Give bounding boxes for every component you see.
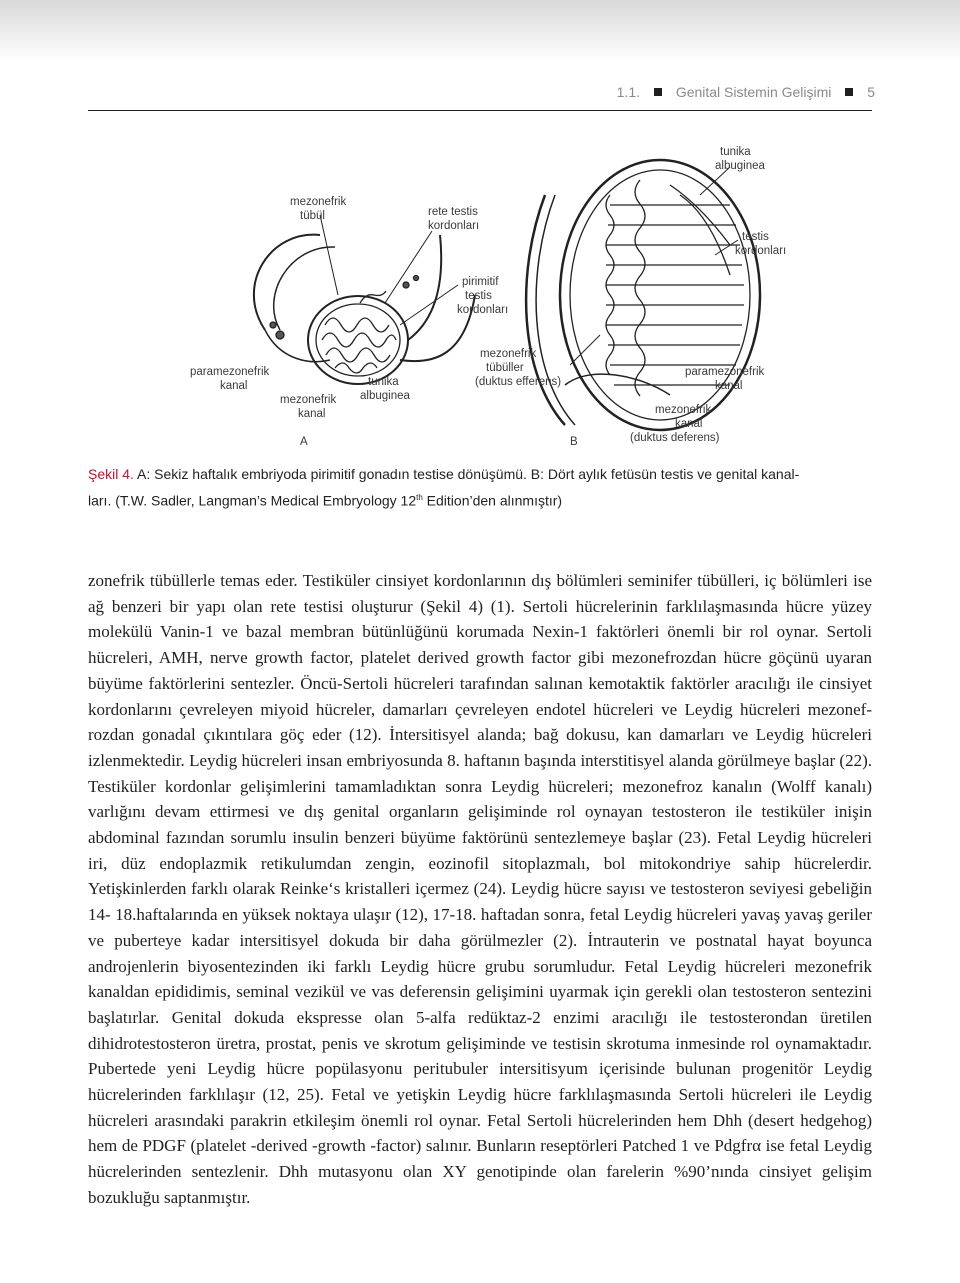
panel-b-label: B [570,436,578,448]
label-pirimitif-testis: pirimitif testis kordonları [457,276,509,316]
label-paramezonefrik-kanal: paramezonefrik kanal [190,366,270,392]
label-testis-kordonlari: testis kordonları [735,231,787,257]
section-number: 1.1. [616,84,641,100]
square-bullet-icon [654,88,662,96]
figure-caption [88,462,872,513]
label-tunika-albuginea-a: tunika albuginea [360,376,410,402]
panel-a-labels [190,196,508,448]
caption-line2-pre: ları. (T.W. Sadler, Langman’s Medical Embryology 12 [88,492,417,509]
caption-line2-post: Edition’den alınmıştır) [422,492,563,509]
label-duktus-deferens: mezonefrik kanal (duktus deferens) [630,404,720,444]
chapter-title: Genital Sistemin Gelişimi [675,84,832,100]
page-number: 5 [867,84,875,100]
panel-a-label: A [300,436,308,448]
caption-label: Şekil 4. [88,466,134,482]
label-paramezonefrik-kanal-b: paramezonefrik kanal [685,366,765,392]
label-mezonefrik-tubul: mezonefrik tübül [290,196,347,222]
panel-a-drawing [254,215,475,384]
running-head [560,84,875,100]
panel-b-labels [475,146,786,448]
label-rete-testis: rete testis kordonları [428,206,480,232]
header-rule [88,110,872,111]
label-mezonefrik-kanal-a: mezonefrik kanal [280,394,337,420]
label-tunika-albuginea-b: tunika albuginea [715,146,765,172]
figure-illustration [170,135,790,455]
label-duktus-efferens: mezonefrik tübüller (duktus efferens) [475,348,562,388]
square-bullet-icon [845,88,853,96]
top-shade [0,0,960,62]
body-text: zonefrik tübüllerle temas eder. Testiküler cinsiyet kordonlarının dış bölümleri seminifer tübülleri, iç bölümleri ise ağ benzeri bir yapı olan rete testisi oluşturur (Şekil 4) (1). Sertoli hücrelerinin farklılaşmasında hücre yüzey molekülü Vanin-1 ve bazal membran bütünlüğünü korumada Nexin-1 faktörleri önemli bir rol oynar. Sertoli hücreleri, AMH, nerve growth factor, platelet derived growth factor gibi mezonefrozdan hücre göçünü uyaran büyüme faktörlerini sentezler. Öncü-Sertoli hücreleri tarafından salınan kemotaktik faktörler aracılığı ile cinsiyet kordonlarını çevreleyen miyoid hücreler, damarları çevreleyen endotel hücreleri ve Leydig hücreleri mezonefrozdan gonadal çıkıntılara göç eder (12). İntersitisyel alanda; bağ dokusu, kan damarları ve Leydig hücreleri izlenmektedir. Leydig hücreleri insan embriyosunda 8. haftanın başında interstitisyel alanda görülmeye başlar (22). Testiküler kordonlar gelişimlerini tamamladıktan sonra Leydig hücreleri; mezonefroz kanalın (Wolff kanalı) varlığını devam ettirmesi ve dış genital organların gelişiminde rol oynayan testosteron ile testiküler inişin abdominal fazından sorumlu insulin benzeri büyüme faktörünü sentezlemeye başlar (23). Fetal Leydig hücreleri iri, düz endoplazmik retikulumdan zengin, eozinofil sitoplazmalı, bol mitokondriye sahip hücrelerdir. Yetişkinlerden farklı olarak Reinke‘s kristalleri içermez (24). Leydig hücre sayısı ve testosteron seviyesi gebeliğin 14- 18.haftalarında en yüksek noktaya ulaşır (12), 17-18. haftadan sonra, fetal Leydig hücreleri yavaş yavaş geriler ve puberteye kadar intersitisyel dokuda bir daha görülmezler (2). İntrauterin ve postnatal hayat boyunca androjenlerin biyosentezinden iki farklı Leydig hücre grubu sorumludur. Fetal Leydig hücreleri mezonefrik kanaldan epididimis, seminal vezikül ve vas deferensin gelişimini uyarmak için gerekli olan testosteron sentezini başlatırlar. Genital dokuda ekspresse olan 5-alfa redüktaz-2 enzimi aracılığı ile testosterondan üretilen dihidrotestosteron üretra, prostat, penis ve skrotum gelişiminde ve testisin skrotuma inmesinde rol oynamaktadır. Pubertede yeni Leydig hücre popülasyonu peritubuler intersitisyum içerisinde bulunan progenitör Leydig hücrelerinden farklılaşır (12, 25). Fetal ve yetişkin Leydig hücre farklılaşmasında Sertoli hücreleri ile Leydig hücreleri arasındaki parakrin etkileşim önemli rol oynar. Fetal Sertoli hücrelerinden hem Dhh (desert hedgehog) hem de PDGF (platelet -derived -growth -factor) salınır. Bunların reseptörleri Patched 1 ve Pdgfrα ise fetal Leydig hücrelerinden sentezlenir. Dhh mutasyonu olan XY genotipinde olan farelerin %90’nında cinsiyet gelişim bozukluğu saptanmıştır. [88,571,872,1207]
caption-sup: th [416,493,423,502]
caption-line1: A: Sekiz haftalık embriyoda pirimitif gonadın testise dönüşümü. B: Dört aylık fetüsün testis ve genital kanal- [137,466,800,482]
